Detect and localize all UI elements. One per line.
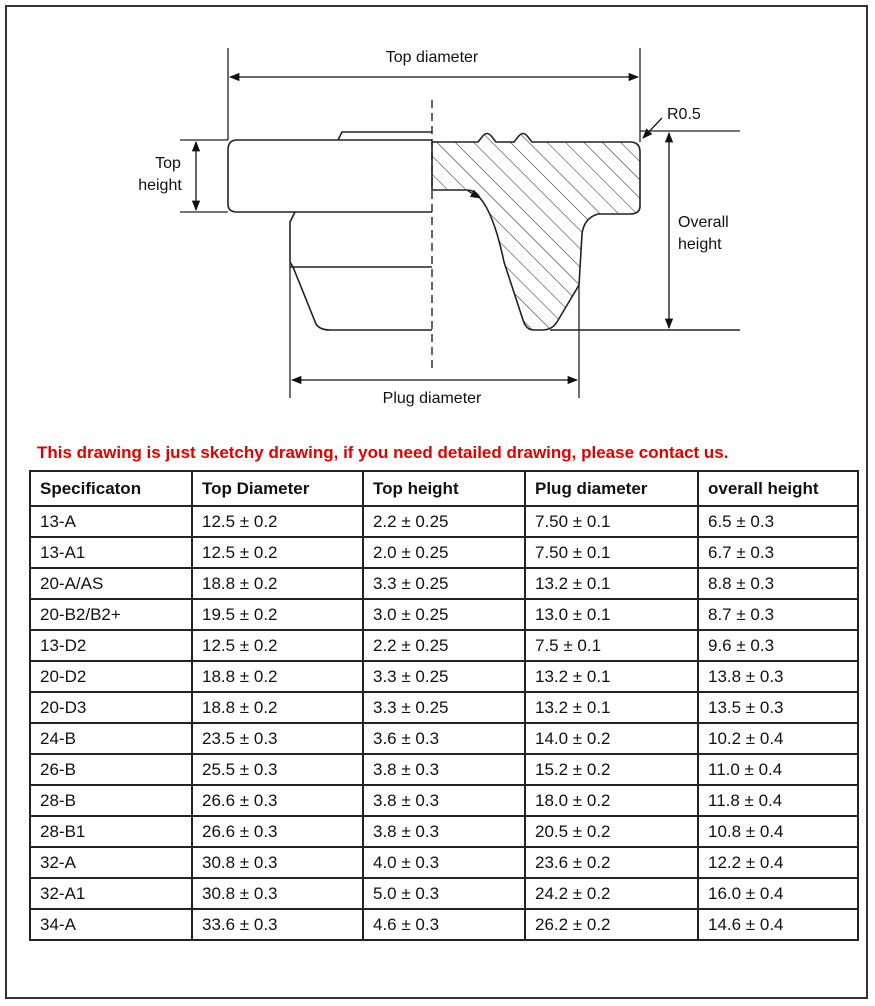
table-row: [30, 599, 858, 630]
table-row: [30, 723, 858, 754]
header-overall-height: overall height: [698, 471, 858, 506]
spec-cell: 20-D2: [30, 661, 192, 692]
table-header-row: [30, 471, 858, 506]
table-row: [30, 878, 858, 909]
table-row: [30, 816, 858, 847]
header-top-height: Top height: [363, 471, 525, 506]
plug-diameter-cell: 24.2 ± 0.2: [525, 878, 698, 909]
spec-cell: 20-D3: [30, 692, 192, 723]
plug-diameter-cell: 13.2 ± 0.1: [525, 692, 698, 723]
table-row: [30, 506, 858, 537]
top-height-cell: 4.6 ± 0.3: [363, 909, 525, 940]
top-height-cell: 2.2 ± 0.25: [363, 630, 525, 661]
top-diameter-cell: 18.8 ± 0.2: [192, 568, 363, 599]
table-row: [30, 909, 858, 940]
overall-height-cell: 6.7 ± 0.3: [698, 537, 858, 568]
top-diameter-cell: 30.8 ± 0.3: [192, 847, 363, 878]
plug-diameter-cell: 18.0 ± 0.2: [525, 785, 698, 816]
plug-diameter-cell: 13.2 ± 0.1: [525, 568, 698, 599]
top-diameter-cell: 23.5 ± 0.3: [192, 723, 363, 754]
spec-cell: 13-A: [30, 506, 192, 537]
plug-diameter-cell: 15.2 ± 0.2: [525, 754, 698, 785]
overall-height-cell: 10.2 ± 0.4: [698, 723, 858, 754]
overall-height-cell: 11.0 ± 0.4: [698, 754, 858, 785]
overall-height-cell: 13.5 ± 0.3: [698, 692, 858, 723]
overall-height-cell: 12.2 ± 0.4: [698, 847, 858, 878]
top-diameter-cell: 26.6 ± 0.3: [192, 785, 363, 816]
top-height-cell: 3.3 ± 0.25: [363, 692, 525, 723]
top-height-cell: 3.3 ± 0.25: [363, 568, 525, 599]
top-diameter-cell: 33.6 ± 0.3: [192, 909, 363, 940]
table-row: [30, 847, 858, 878]
radius-label: R0.5: [667, 106, 701, 123]
spec-cell: 34-A: [30, 909, 192, 940]
plug-diameter-cell: 26.2 ± 0.2: [525, 909, 698, 940]
top-diameter-cell: 12.5 ± 0.2: [192, 630, 363, 661]
table-row: [30, 630, 858, 661]
header-plug-diameter: Plug diameter: [525, 471, 698, 506]
overall-height-cell: 6.5 ± 0.3: [698, 506, 858, 537]
top-diameter-cell: 25.5 ± 0.3: [192, 754, 363, 785]
spec-cell: 32-A: [30, 847, 192, 878]
plug-diameter-cell: 13.2 ± 0.1: [525, 661, 698, 692]
table-row: [30, 754, 858, 785]
table-row: [30, 537, 858, 568]
plug-diameter-cell: 7.50 ± 0.1: [525, 506, 698, 537]
header-specification: Specificaton: [30, 471, 192, 506]
plug-diameter-cell: 23.6 ± 0.2: [525, 847, 698, 878]
plug-diameter-cell: 7.50 ± 0.1: [525, 537, 698, 568]
overall-height-label-line1: Overall: [678, 214, 729, 231]
top-diameter-label: Top diameter: [385, 49, 479, 66]
top-height-cell: 5.0 ± 0.3: [363, 878, 525, 909]
top-diameter-cell: 26.6 ± 0.3: [192, 816, 363, 847]
spec-cell: 32-A1: [30, 878, 192, 909]
spec-cell: 24-B: [30, 723, 192, 754]
overall-height-cell: 16.0 ± 0.4: [698, 878, 858, 909]
stopper-sectioned-half: [432, 134, 640, 331]
header-top-diameter: Top Diameter: [192, 471, 363, 506]
spec-cell: 13-D2: [30, 630, 192, 661]
stopper-cross-section-drawing: [0, 0, 875, 440]
spec-cell: 20-B2/B2+: [30, 599, 192, 630]
spec-cell: 26-B: [30, 754, 192, 785]
top-diameter-cell: 18.8 ± 0.2: [192, 692, 363, 723]
spec-cell: 13-A1: [30, 537, 192, 568]
overall-height-cell: 8.7 ± 0.3: [698, 599, 858, 630]
spec-cell: 28-B1: [30, 816, 192, 847]
table-row: [30, 568, 858, 599]
overall-height-cell: 13.8 ± 0.3: [698, 661, 858, 692]
top-height-cell: 3.6 ± 0.3: [363, 723, 525, 754]
table-row: [30, 692, 858, 723]
plug-diameter-cell: 20.5 ± 0.2: [525, 816, 698, 847]
spec-cell: 20-A/AS: [30, 568, 192, 599]
plug-diameter-cell: 7.5 ± 0.1: [525, 630, 698, 661]
overall-height-cell: 10.8 ± 0.4: [698, 816, 858, 847]
overall-height-cell: 14.6 ± 0.4: [698, 909, 858, 940]
radius-leader: [643, 118, 662, 138]
overall-height-label-line2: height: [678, 236, 722, 253]
stopper-left-half: [228, 132, 432, 330]
plug-diameter-label: Plug diameter: [382, 390, 482, 407]
spec-cell: 28-B: [30, 785, 192, 816]
overall-height-cell: 11.8 ± 0.4: [698, 785, 858, 816]
plug-diameter-cell: 13.0 ± 0.1: [525, 599, 698, 630]
overall-height-cell: 8.8 ± 0.3: [698, 568, 858, 599]
top-diameter-cell: 18.8 ± 0.2: [192, 661, 363, 692]
top-height-cell: 3.0 ± 0.25: [363, 599, 525, 630]
top-height-cell: 3.8 ± 0.3: [363, 785, 525, 816]
table-row: [30, 661, 858, 692]
top-height-cell: 4.0 ± 0.3: [363, 847, 525, 878]
overall-height-cell: 9.6 ± 0.3: [698, 630, 858, 661]
plug-diameter-cell: 14.0 ± 0.2: [525, 723, 698, 754]
top-height-label-line1: Top: [155, 155, 181, 172]
top-height-cell: 2.0 ± 0.25: [363, 537, 525, 568]
top-diameter-cell: 12.5 ± 0.2: [192, 537, 363, 568]
top-diameter-cell: 19.5 ± 0.2: [192, 599, 363, 630]
top-height-label-line2: height: [138, 177, 182, 194]
top-diameter-cell: 30.8 ± 0.3: [192, 878, 363, 909]
table-row: [30, 785, 858, 816]
top-height-cell: 3.8 ± 0.3: [363, 816, 525, 847]
specification-table: [29, 470, 859, 941]
top-height-cell: 2.2 ± 0.25: [363, 506, 525, 537]
top-height-cell: 3.3 ± 0.25: [363, 661, 525, 692]
top-height-cell: 3.8 ± 0.3: [363, 754, 525, 785]
top-diameter-cell: 12.5 ± 0.2: [192, 506, 363, 537]
drawing-notice: This drawing is just sketchy drawing, if you need detailed drawing, please contact us.: [37, 443, 729, 462]
